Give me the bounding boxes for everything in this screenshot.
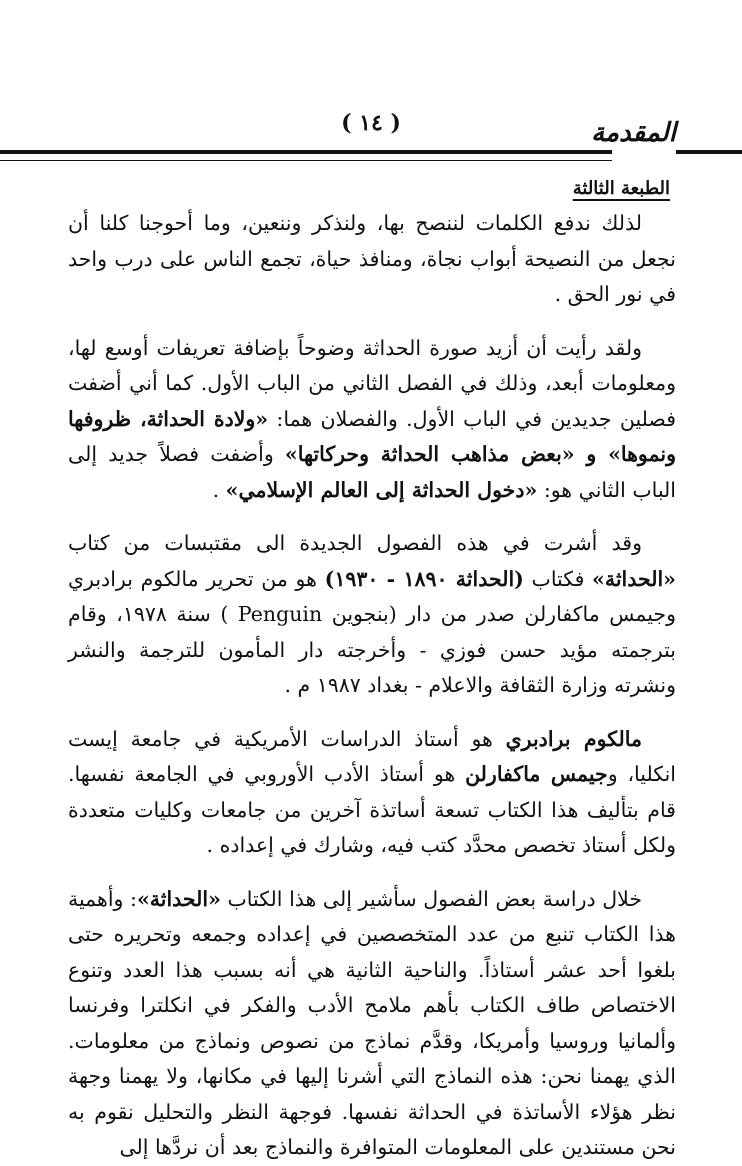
paragraph-4-text: هو أستاذ الدراسات الأمريكية في جامعة إيست انكليا، و [68, 726, 677, 786]
paragraph-3-text: وقد أشرت في هذه الفصول الجديدة الى مقتبسات من كتاب [68, 531, 642, 555]
paragraph-3-text: ) سنة ١٩٧٨، وقام بترجمته مؤيد حسن فوزي - وأخرجته دار المأمون للترجمة والنشر ونشرته وزارة الثقافة والاعلام - بغداد ١٩٨٧ م . [68, 602, 676, 697]
edition-label: الطبعة الثالثة [572, 178, 670, 199]
publisher-name-latin: Penguin [237, 602, 323, 626]
header-rule [0, 150, 612, 154]
paragraph-3-text: فكتاب [523, 566, 593, 591]
chapter-title: المقدمة [591, 118, 676, 148]
paragraph-4 [68, 722, 676, 864]
book-full-title: (الحداثة ١٨٩٠ - ١٩٣٠) [324, 566, 524, 591]
body-text [68, 206, 676, 1166]
paragraph-2-text: ولقد رأيت أن أزيد صورة الحداثة وضوحاً بإضافة تعريفات أوسع لها، ومعلومات أبعد، وذلك في الفصل الثاني من الباب الأول. كما أني أضفت فصلين جديدين في الباب الأول. والفصلان هما: [68, 335, 677, 431]
editor-name-1: مالكوم برادبري [505, 726, 642, 751]
page-number: ( ١٤ ) [341, 110, 401, 136]
chapter-names: «ولادة الحداثة، ظروفها ونموها» و «بعض مذاهب الحداثة وحركاتها» [68, 406, 676, 466]
editor-name-2: جيمس ماكفارلن [465, 762, 608, 786]
paragraph-5-text: خلال دراسة بعض الفصول سأشير إلى هذا الكتاب [220, 886, 642, 911]
book-title: «الحداثة» [136, 886, 221, 911]
new-chapter-name: «دخول الحداثة إلى العالم الإسلامي» [225, 477, 538, 502]
header-rule-right [676, 150, 742, 154]
paragraph-2-end: . [212, 477, 226, 502]
paragraph-3 [68, 526, 676, 704]
paragraph-5 [68, 882, 676, 1166]
paragraph-1: لذلك ندفع الكلمات لننصح بها، ولنذكر وننعين، وما أحوجنا كلنا أن نجعل من النصيحة أبواب نجاة، ومنافذ حياة، تجمع الناس على درب واحد في نور الحق . [68, 211, 676, 306]
header-rule-thin [0, 160, 612, 161]
paragraph-3-text: هو من تحرير مالكوم برادبري وجيمس ماكفارلن صدر من دار (بنجوين [68, 566, 676, 626]
paragraph-2-text: وأضفت فصلاً جديد إلى الباب الثاني هو: [68, 442, 676, 502]
paragraph-5-text: : وأهمية هذا الكتاب تنبع من عدد المتخصصين في إعداده وجمعه وتحريره حتى بلغوا أحد عشر أستاذاً. والناحية الثانية هي أنه بسبب هذا العدد وتنوع الاختصاص طاف الكتاب بأهم ملامح الأدب والفكر في انكلترا وفرنسا وألمانيا وروسيا وأمريكا، وقدَّم نماذج من نصوص ونماذج من معلومات. الذي يهمنا نحن: هذه النماذج التي أشرنا إليها في مكانها، ولا يهمنا وجهة نظر هؤلاء الأساتذة في الحداثة نفسها. فوجهة النظر والتحليل نقوم به نحن مستندين على المعلومات المتوافرة والنماذج بعد أن نردَّها إلى [68, 886, 676, 1159]
paragraph-4-text: هو أستاذ الأدب الأوروبي في الجامعة نفسها. قام بتأليف هذا الكتاب تسعة أساتذة آخرين من جامعات وكليات متعددة ولكل أستاذ تخصص محدَّد كتب فيه، وشارك في إعداده . [68, 762, 676, 857]
book-title: «الحداثة» [592, 566, 676, 591]
paragraph-2 [68, 331, 676, 509]
